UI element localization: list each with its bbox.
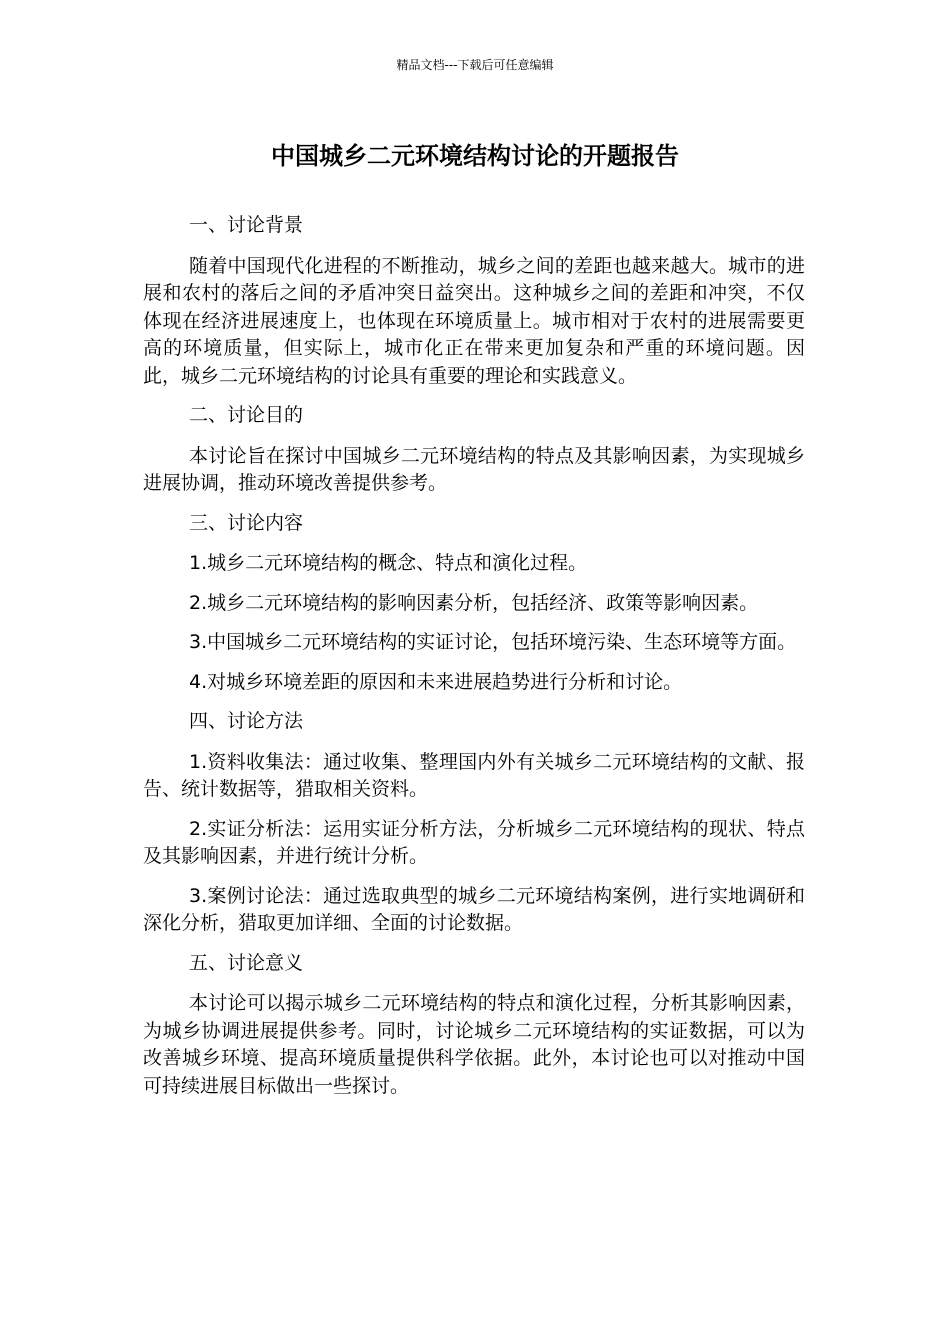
content-item-2: 2.城乡二元环境结构的影响因素分析，包括经济、政策等影响因素。 [189,591,759,614]
section-heading-purpose: 二、讨论目的 [189,404,304,426]
method-item-1: 1.资料收集法：通过收集、整理国内外有关城乡二元环境结构的文献、报告、统计数据等，猎取相关资料。 [143,750,805,800]
document-body [143,212,805,1112]
page-header-note: 精品文档---下载后可任意编辑 [396,58,554,72]
section-heading-methods: 四、讨论方法 [189,710,304,732]
section-heading-significance: 五、讨论意义 [189,951,304,974]
method-item-3: 3.案例讨论法：通过选取典型的城乡二元环境结构案例，进行实地调研和深化分析，猎取更加详细、全面的讨论数据。 [143,884,805,934]
content-item-1: 1.城乡二元环境结构的概念、特点和演化过程。 [189,552,588,574]
section-heading-content: 三、讨论内容 [189,511,304,534]
document-title: 中国城乡二元环境结构讨论的开题报告 [271,142,679,170]
method-item-2: 2.实证分析法：运用实证分析方法，分析城乡二元环境结构的现状、特点及其影响因素，并进行统计分析。 [143,817,805,867]
content-item-3: 3.中国城乡二元环境结构的实证讨论，包括环境污染、生态环境等方面。 [189,631,797,653]
paragraph-background: 随着中国现代化进程的不断推动，城乡之间的差距也越来越大。城市的进展和农村的落后之间的矛盾冲突日益突出。这种城乡之间的差距和冲突，不仅体现在经济进展速度上，也体现在环境质量上。城市相对于农村的进展需要更高的环境质量，但实际上，城市化正在带来更加复杂和严重的环境问题。因此，城乡二元环境结构的讨论具有重要的理论和实践意义。 [143,254,805,387]
paragraph-purpose: 本讨论旨在探讨中国城乡二元环境结构的特点及其影响因素，为实现城乡进展协调，推动环境改善提供参考。 [143,444,805,494]
section-heading-background: 一、讨论背景 [189,214,304,236]
paragraph-significance: 本讨论可以揭示城乡二元环境结构的特点和演化过程，分析其影响因素，为城乡协调进展提供参考。同时，讨论城乡二元环境结构的实证数据，可以为改善城乡环境、提高环境质量提供科学依据。此外，本讨论也可以对推动中国可持续进展目标做出一些探讨。 [143,992,805,1097]
content-item-4: 4.对城乡环境差距的原因和未来进展趋势进行分析和讨论。 [189,670,683,693]
